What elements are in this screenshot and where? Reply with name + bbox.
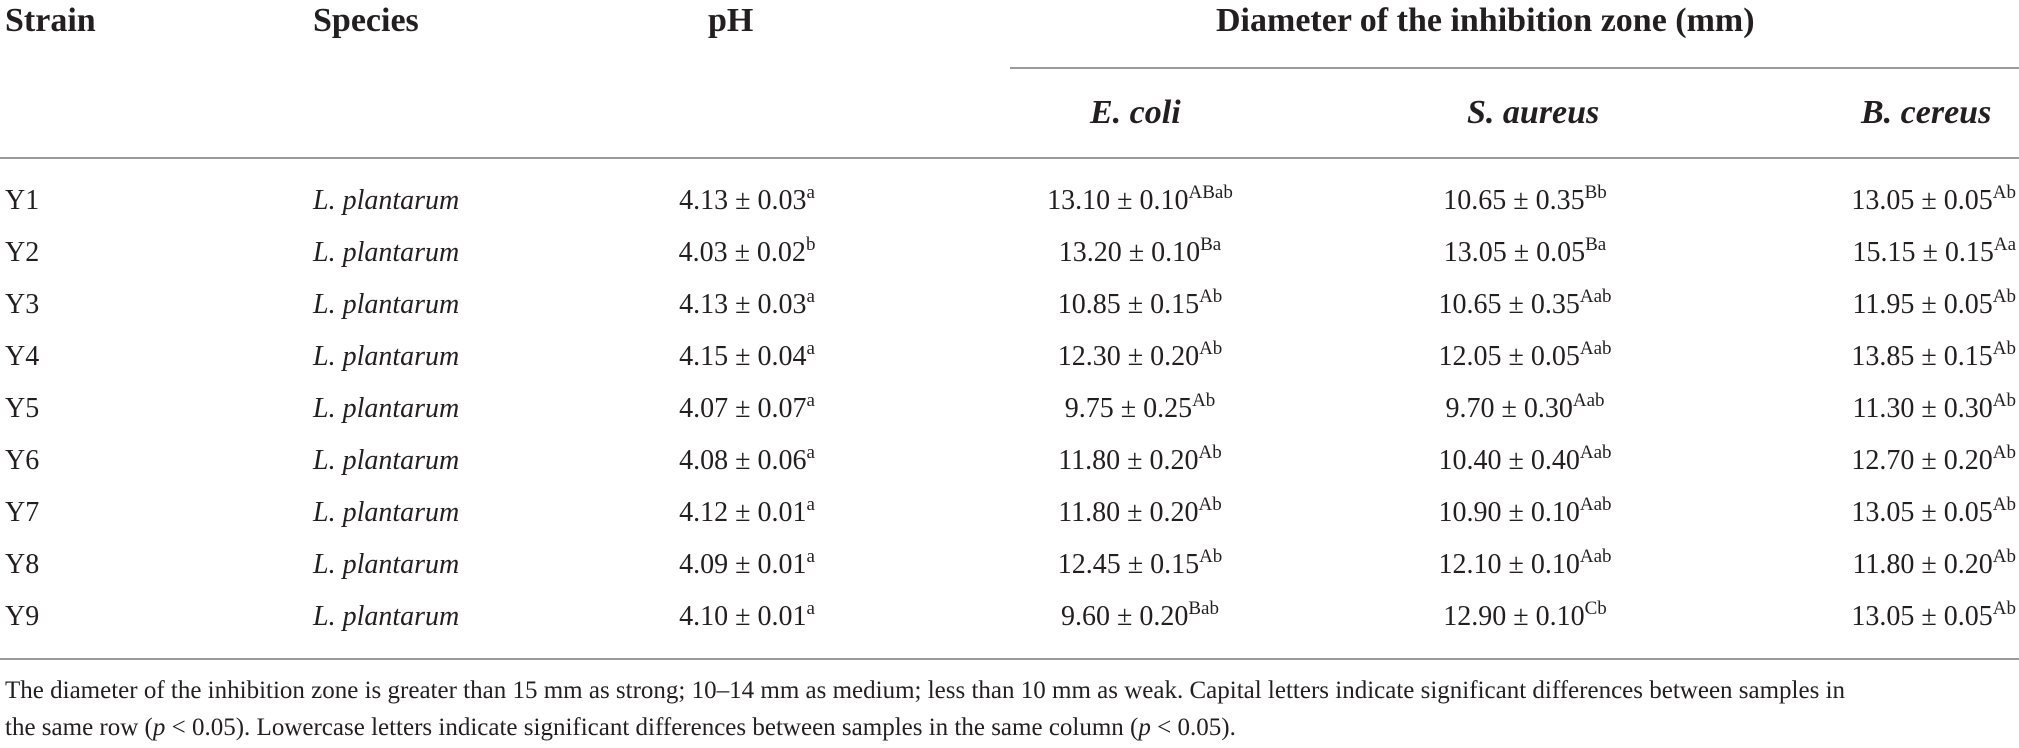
cell-ph-significance: a	[806, 390, 815, 411]
cell-e-coli-value: 9.60 ± 0.20	[1061, 601, 1189, 632]
cell-ph	[679, 383, 815, 435]
cell-s-aureus-value: 12.90 ± 0.10	[1443, 601, 1585, 632]
cell-e-coli-significance: Ab	[1199, 338, 1223, 359]
cell-b-cereus-significance: Ab	[1992, 598, 2016, 619]
cell-ph-significance: a	[806, 286, 815, 307]
cell-b-cereus	[1851, 487, 2016, 539]
table-row	[0, 227, 2019, 279]
table-row	[0, 591, 2019, 643]
footnote-line-2: the same row (p < 0.05). Lowercase letters indicate significant differences between samples in the same column (p < 0.05).	[5, 714, 1236, 741]
cell-s-aureus	[1443, 175, 1607, 227]
cell-e-coli-significance: Ab	[1199, 546, 1223, 567]
table-row	[0, 331, 2019, 383]
cell-strain-value: Y5	[5, 393, 40, 424]
cell-strain-value: Y6	[5, 445, 40, 476]
cell-species	[313, 227, 459, 279]
cell-ph-significance: a	[806, 338, 815, 359]
cell-strain-value: Y2	[5, 237, 40, 268]
cell-ph	[679, 331, 815, 383]
cell-s-aureus-significance: Aab	[1579, 286, 1612, 307]
cell-b-cereus-value: 15.15 ± 0.15	[1852, 237, 1994, 268]
cell-ph-value: 4.03 ± 0.02	[678, 237, 806, 268]
cell-e-coli-significance: Ab	[1199, 286, 1223, 307]
cell-s-aureus	[1438, 539, 1611, 591]
cell-e-coli	[1065, 383, 1216, 435]
cell-b-cereus-value: 13.05 ± 0.05	[1851, 185, 1993, 216]
cell-strain-value: Y9	[5, 601, 40, 632]
cell-s-aureus-value: 10.65 ± 0.35	[1438, 289, 1580, 320]
cell-ph	[679, 539, 815, 591]
cell-s-aureus-value: 12.10 ± 0.10	[1438, 549, 1580, 580]
cell-b-cereus-significance: Ab	[1992, 546, 2016, 567]
cell-s-aureus	[1438, 331, 1611, 383]
cell-b-cereus	[1852, 279, 2016, 331]
cell-strain	[5, 279, 39, 331]
cell-strain-value: Y7	[5, 497, 40, 528]
cell-ph-value: 4.10 ± 0.01	[679, 601, 807, 632]
cell-b-cereus	[1851, 435, 2016, 487]
cell-strain	[5, 175, 39, 227]
cell-s-aureus-value: 10.65 ± 0.35	[1443, 185, 1585, 216]
cell-species	[313, 279, 459, 331]
cell-species-value: L. plantarum	[313, 289, 460, 320]
cell-strain	[5, 383, 39, 435]
cell-b-cereus-value: 11.95 ± 0.05	[1852, 289, 1993, 320]
cell-e-coli-value: 11.80 ± 0.20	[1058, 445, 1199, 476]
cell-strain	[5, 591, 39, 643]
cell-e-coli-value: 9.75 ± 0.25	[1064, 393, 1193, 424]
cell-species	[313, 331, 459, 383]
cell-b-cereus-significance: Ab	[1992, 494, 2016, 515]
header-inhibition-zone-group: Diameter of the inhibition zone (mm)	[1216, 2, 1755, 39]
table-row	[0, 539, 2019, 591]
cell-s-aureus-significance: Ba	[1585, 234, 1607, 255]
cell-s-aureus	[1443, 591, 1607, 643]
cell-ph	[679, 279, 815, 331]
cell-ph-value: 4.07 ± 0.07	[679, 393, 807, 424]
cell-b-cereus-significance: Ab	[1992, 286, 2016, 307]
cell-strain	[5, 435, 39, 487]
cell-species	[313, 487, 459, 539]
cell-s-aureus-significance: Aab	[1579, 338, 1612, 359]
cell-e-coli-significance: ABab	[1188, 182, 1233, 203]
cell-ph-significance: a	[806, 598, 815, 619]
cell-s-aureus-significance: Aab	[1579, 494, 1612, 515]
cell-b-cereus-value: 13.85 ± 0.15	[1851, 341, 1993, 372]
cell-species-value: L. plantarum	[313, 185, 460, 216]
cell-s-aureus-significance: Cb	[1584, 598, 1607, 619]
table-bottom-rule	[0, 658, 2019, 660]
cell-ph-value: 4.09 ± 0.01	[679, 549, 807, 580]
header-species: Species	[313, 2, 419, 39]
cell-e-coli-value: 13.20 ± 0.10	[1058, 237, 1201, 268]
cell-strain	[5, 539, 39, 591]
cell-b-cereus	[1852, 383, 2016, 435]
cell-strain-value: Y1	[5, 185, 40, 216]
table-row	[0, 487, 2019, 539]
cell-b-cereus-significance: Ab	[1992, 390, 2016, 411]
cell-ph-value: 4.12 ± 0.01	[679, 497, 807, 528]
cell-s-aureus-value: 13.05 ± 0.05	[1443, 237, 1586, 268]
cell-e-coli	[1059, 227, 1221, 279]
cell-ph	[679, 435, 815, 487]
cell-b-cereus	[1852, 227, 2016, 279]
header-strain: Strain	[5, 2, 96, 39]
cell-ph-value: 4.13 ± 0.03	[679, 185, 807, 216]
p-symbol: p	[1138, 714, 1151, 741]
cell-b-cereus	[1851, 591, 2016, 643]
cell-e-coli-value: 12.30 ± 0.20	[1057, 341, 1200, 372]
cell-b-cereus-value: 12.70 ± 0.20	[1851, 445, 1993, 476]
cell-s-aureus	[1438, 487, 1611, 539]
cell-ph-significance: a	[806, 182, 815, 203]
cell-b-cereus-significance: Ab	[1992, 338, 2016, 359]
cell-b-cereus-significance: Aa	[1993, 234, 2016, 255]
cell-s-aureus-value: 10.90 ± 0.10	[1438, 497, 1580, 528]
cell-species-value: L. plantarum	[313, 341, 460, 372]
cell-b-cereus-value: 11.30 ± 0.30	[1852, 393, 1993, 424]
header-s-aureus: S. aureus	[1467, 94, 1600, 131]
cell-e-coli-significance: Ba	[1200, 234, 1222, 255]
table-footnote	[5, 672, 2015, 746]
cell-strain	[5, 487, 39, 539]
cell-strain-value: Y4	[5, 341, 40, 372]
cell-b-cereus-value: 13.05 ± 0.05	[1851, 601, 1993, 632]
cell-s-aureus-value: 12.05 ± 0.05	[1438, 341, 1580, 372]
cell-e-coli	[1061, 591, 1219, 643]
cell-s-aureus	[1438, 279, 1611, 331]
cell-e-coli-value: 10.85 ± 0.15	[1057, 289, 1200, 320]
cell-ph-value: 4.13 ± 0.03	[679, 289, 807, 320]
table-row	[0, 383, 2019, 435]
cell-s-aureus	[1445, 383, 1604, 435]
cell-b-cereus	[1852, 539, 2016, 591]
cell-ph	[679, 175, 815, 227]
p-symbol: p	[152, 714, 166, 741]
cell-e-coli-value: 13.10 ± 0.10	[1047, 185, 1189, 216]
cell-b-cereus-significance: Ab	[1992, 442, 2016, 463]
cell-strain-value: Y8	[5, 549, 40, 580]
cell-e-coli-value: 12.45 ± 0.15	[1057, 549, 1200, 580]
cell-ph-value: 4.08 ± 0.06	[679, 445, 807, 476]
cell-e-coli	[1058, 487, 1222, 539]
cell-s-aureus-significance: Bb	[1584, 182, 1607, 203]
header-ph: pH	[708, 2, 754, 39]
cell-ph	[679, 591, 815, 643]
cell-s-aureus-value: 10.40 ± 0.40	[1438, 445, 1580, 476]
cell-ph-significance: a	[806, 442, 815, 463]
cell-strain-value: Y3	[5, 289, 40, 320]
table-row	[0, 435, 2019, 487]
cell-ph-value: 4.15 ± 0.04	[679, 341, 807, 372]
cell-species	[313, 383, 459, 435]
cell-e-coli	[1058, 279, 1223, 331]
cell-e-coli	[1058, 331, 1223, 383]
cell-species-value: L. plantarum	[313, 445, 460, 476]
header-b-cereus: B. cereus	[1861, 94, 1992, 131]
cell-ph-significance: b	[805, 234, 816, 255]
cell-species	[313, 435, 459, 487]
cell-b-cereus-significance: Ab	[1992, 182, 2016, 203]
cell-species-value: L. plantarum	[313, 393, 460, 424]
cell-e-coli	[1058, 539, 1223, 591]
cell-strain	[5, 227, 39, 279]
cell-ph-significance: a	[806, 546, 815, 567]
cell-species	[313, 175, 459, 227]
cell-s-aureus-significance: Aab	[1579, 442, 1612, 463]
cell-e-coli-significance: Ab	[1198, 494, 1222, 515]
cell-s-aureus	[1438, 435, 1611, 487]
cell-ph	[679, 227, 816, 279]
cell-s-aureus-value: 9.70 ± 0.30	[1445, 393, 1573, 424]
cell-b-cereus-value: 11.80 ± 0.20	[1852, 549, 1993, 580]
cell-b-cereus	[1851, 331, 2016, 383]
cell-ph-significance: a	[806, 494, 815, 515]
cell-s-aureus-significance: Aab	[1579, 546, 1612, 567]
cell-ph	[679, 487, 815, 539]
header-e-coli: E. coli	[1090, 94, 1181, 131]
cell-e-coli-significance: Ab	[1198, 442, 1222, 463]
cell-species	[313, 591, 459, 643]
table-row	[0, 175, 2019, 227]
cell-e-coli-significance: Ab	[1192, 390, 1216, 411]
cell-species-value: L. plantarum	[313, 601, 460, 632]
cell-b-cereus	[1851, 175, 2016, 227]
cell-strain	[5, 331, 39, 383]
cell-species-value: L. plantarum	[313, 237, 460, 268]
footnote-line-1: The diameter of the inhibition zone is greater than 15 mm as strong; 10–14 mm as medium; less than 10 mm as weak. Capital letters indicate significant differences between samples in	[5, 677, 1846, 704]
cell-s-aureus-significance: Aab	[1572, 390, 1605, 411]
cell-e-coli-significance: Bab	[1188, 598, 1219, 619]
table-row	[0, 279, 2019, 331]
cell-b-cereus-value: 13.05 ± 0.05	[1851, 497, 1993, 528]
cell-species-value: L. plantarum	[313, 549, 460, 580]
cell-e-coli	[1058, 435, 1222, 487]
cell-species	[313, 539, 459, 591]
cell-e-coli-value: 11.80 ± 0.20	[1058, 497, 1199, 528]
cell-species-value: L. plantarum	[313, 497, 460, 528]
cell-s-aureus	[1444, 227, 1606, 279]
cell-e-coli	[1047, 175, 1233, 227]
